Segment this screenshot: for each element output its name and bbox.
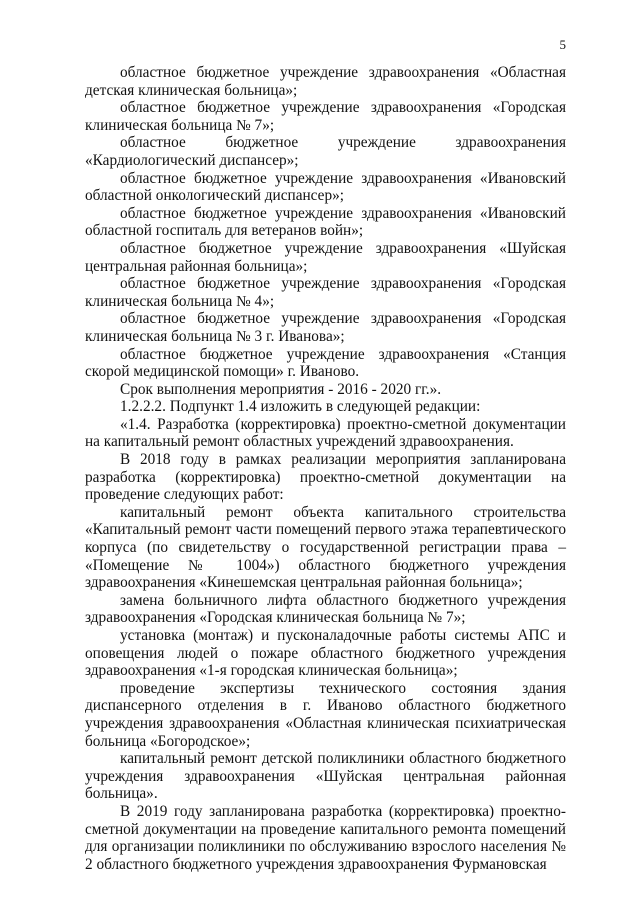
paragraph: областное бюджетное учреждение здравоохранения «Городская клиническая больница № 3 г. Иванова»; xyxy=(85,310,566,345)
paragraph: В 2019 году запланирована разработка (корректировка) проектно-сметной документации на проведение капитального ремонта помещений для организации поликлиники по обслуживанию взрослого населения № 2 областного бюджетного учреждения здравоохранения Фурмановская xyxy=(85,802,566,873)
paragraph: областное бюджетное учреждение здравоохранения «Городская клиническая больница № 7»; xyxy=(85,99,566,134)
paragraph: капитальный ремонт детской поликлиники областного бюджетного учреждения здравоохранения «Шуйская центральная районная больница». xyxy=(85,750,566,803)
paragraph: замена больничного лифта областного бюджетного учреждения здравоохранения «Городская клиническая больница № 7»; xyxy=(85,591,566,627)
paragraph: «1.4. Разработка (корректировка) проектно-сметной документации на капитальный ремонт областных учреждений здравоохранения. xyxy=(85,415,566,451)
paragraph: областное бюджетное учреждение здравоохранения «Кардиологический диспансер»; xyxy=(85,134,566,169)
document-body xyxy=(85,64,566,873)
paragraph: областное бюджетное учреждение здравоохранения «Ивановский областной госпиталь для ветеранов войн»; xyxy=(85,204,566,240)
paragraph: областное бюджетное учреждение здравоохранения «Городская клиническая больница № 4»; xyxy=(85,275,566,310)
paragraph: В 2018 году в рамках реализации мероприятия запланирована разработка (корректировка) проектно-сметной документации на проведение следующих работ: xyxy=(85,451,566,504)
paragraph: областное бюджетное учреждение здравоохранения «Ивановский областной онкологический диспансер»; xyxy=(85,169,566,205)
paragraph: установка (монтаж) и пусконаладочные работы системы АПС и оповещения людей о пожаре областного бюджетного учреждения здравоохранения «1-я городская клиническая больница»; xyxy=(85,627,566,680)
paragraph: Срок выполнения мероприятия - 2016 - 2020 гг.». xyxy=(120,380,442,398)
paragraph: капитальный ремонт объекта капитального строительства «Капитальный ремонт части помещений первого этажа терапевтического корпуса (по свидетельству о государственной регистрации права – «Помещение № 1004») областного бюджетного учреждения здравоохранения «Кинешемская центральная районная больница»; xyxy=(85,503,566,592)
paragraph: областное бюджетное учреждение здравоохранения «Шуйская центральная районная больница»; xyxy=(85,239,566,275)
page-number: 5 xyxy=(559,37,566,52)
paragraph: областное бюджетное учреждение здравоохранения «Областная детская клиническая больница»; xyxy=(85,64,566,99)
paragraph: проведение экспертизы технического состояния здания диспансерного отделения в г. Иваново областного бюджетного учреждения здравоохранения «Областная клиническая психиатрическая больница «Богородское»; xyxy=(85,679,566,750)
paragraph: областное бюджетное учреждение здравоохранения «Станция скорой медицинской помощи» г. Иваново. xyxy=(85,345,566,381)
paragraph: 1.2.2.2. Подпункт 1.4 изложить в следующей редакции: xyxy=(120,398,481,416)
